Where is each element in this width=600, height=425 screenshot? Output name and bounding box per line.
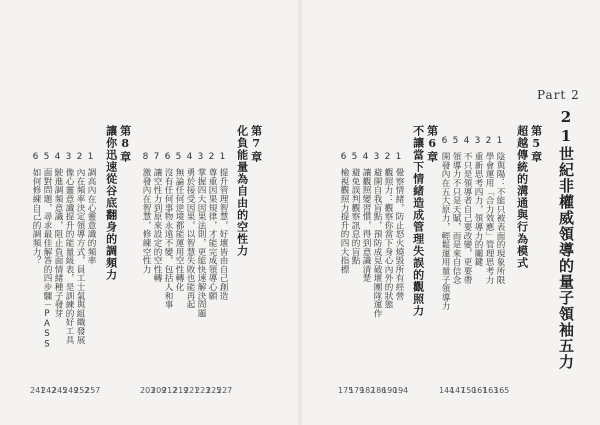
item-number: 6 xyxy=(441,136,448,146)
chapter-5-number: 第5章 xyxy=(529,125,543,163)
page-number: 245 xyxy=(52,386,68,395)
chapter-8-title: 讓你迅速從谷底翻身的調頻力 xyxy=(104,125,118,281)
item-number: 3 xyxy=(65,152,72,162)
toc-entry[interactable]: 檢視觀照力提升的四大指標 xyxy=(339,168,349,274)
item-number: 5 xyxy=(43,152,50,162)
toc-entry[interactable]: 提升管理智慧，好壞皆由自己創造 xyxy=(218,168,228,300)
item-number: 4 xyxy=(362,152,369,162)
item-number: 3 xyxy=(373,152,380,162)
chapter-7-number: 第7章 xyxy=(249,125,263,163)
item-number: 5 xyxy=(175,152,182,162)
page-number: 144 xyxy=(439,386,455,395)
item-number: 3 xyxy=(474,136,481,146)
page-number: 175 xyxy=(338,386,354,395)
toc-entry[interactable]: 領導力不只是天賦，而是來自信念 xyxy=(451,152,461,284)
toc-entry[interactable]: 掌握四大因果法則，更能快速解決問題 xyxy=(196,168,206,318)
page-number: 252 xyxy=(74,386,90,395)
toc-entry[interactable]: 讓空性力到原來設定的空性轉 xyxy=(152,168,162,283)
toc-entry[interactable]: 避開自我盲點，預防成見破壞團隊運作 xyxy=(372,168,382,318)
chapter-8-item-numbers xyxy=(30,152,96,162)
toc-entry[interactable]: 不只是領導者自己要改變，更要帶 xyxy=(462,152,472,284)
item-number: 8 xyxy=(142,152,149,162)
page-number: 223 xyxy=(195,386,211,395)
page-number: 165 xyxy=(494,386,510,395)
item-number: 7 xyxy=(153,152,160,162)
chapter-5-page-numbers xyxy=(439,386,510,395)
page-number: 219 xyxy=(173,386,189,395)
page-number: 249 xyxy=(63,386,79,395)
page-gutter xyxy=(297,0,303,425)
page-number: 241 xyxy=(30,386,46,395)
item-number: 2 xyxy=(384,152,391,162)
chapter-7-page-numbers xyxy=(140,386,233,395)
toc-entry[interactable]: 無論任何逆境都能運用空性轉化 xyxy=(174,168,184,292)
toc-entry[interactable]: 沒有任何事物永遠不變，包括人和事 xyxy=(163,168,173,309)
chapter-7-title: 化負能量為自由的空性力 xyxy=(235,125,249,257)
item-number: 4 xyxy=(186,152,193,162)
chapter-5-items xyxy=(439,152,505,310)
item-number: 5 xyxy=(452,136,459,146)
toc-entry[interactable]: 調高內在心靈意識的頻率 xyxy=(86,168,96,265)
page-number: 257 xyxy=(85,386,101,395)
item-number: 5 xyxy=(351,152,358,162)
chapter-8-page-numbers xyxy=(30,386,101,395)
item-number: 4 xyxy=(54,152,61,162)
item-number: 1 xyxy=(496,136,503,146)
item-number: 2 xyxy=(76,152,83,162)
page-number: 161 xyxy=(472,386,488,395)
page-number: 147 xyxy=(450,386,466,395)
page-number: 203 xyxy=(140,386,156,395)
page-number: 186 xyxy=(371,386,387,395)
item-number: 6 xyxy=(164,152,171,162)
page-number: 227 xyxy=(217,386,233,395)
toc-entry[interactable]: 激發內在智慧，修練空性力 xyxy=(141,168,151,274)
item-number: 1 xyxy=(219,152,226,162)
toc-entry[interactable]: 勇於接受因果，以智慧失敗也能再起 xyxy=(185,168,195,309)
item-number: 4 xyxy=(463,136,470,146)
toc-entry[interactable]: 陰與陽：不能只被表面的現象所限 xyxy=(495,152,505,284)
toc-entry[interactable]: 駛進調頻意識，阻止負面情緒種子發芽 xyxy=(53,168,63,318)
item-number: 2 xyxy=(485,136,492,146)
page-number: 225 xyxy=(206,386,222,395)
page-number: 209 xyxy=(151,386,167,395)
page-number: 182 xyxy=(360,386,376,395)
page-number: 212 xyxy=(162,386,178,395)
page-number: 190 xyxy=(382,386,398,395)
toc-entry[interactable]: 讓觀照變習慣，得到意識清楚 xyxy=(361,168,371,283)
chapter-6-title: 不讓當下情緒造成管理失誤的觀照力 xyxy=(411,125,425,317)
part-title: 21世紀非權威領導的量子領袖五力 xyxy=(557,108,575,370)
chapter-5-title: 超越傳統的溝通與行為模式 xyxy=(515,125,529,269)
item-number: 1 xyxy=(87,152,94,162)
toc-entry[interactable]: 開發內在五大原力，輕鬆運用量子領導力 xyxy=(440,152,450,311)
item-number: 2 xyxy=(208,152,215,162)
toc-entry[interactable]: 尊重因果規律，才能完成領導心願 xyxy=(207,168,217,300)
chapter-6-number: 第6章 xyxy=(425,125,439,163)
chapter-6-item-numbers xyxy=(338,152,404,162)
toc-entry[interactable]: 內在頻率決定領導方式，員工士氣與組織發展 xyxy=(75,168,85,344)
toc-entry[interactable]: 重新思考四力，領導力的關鍵 xyxy=(473,152,483,267)
toc-entry[interactable]: 如何修練自己的調頻力？ xyxy=(31,168,41,265)
item-number: 6 xyxy=(32,152,39,162)
chapter-7-item-numbers xyxy=(140,152,228,162)
page-number: 163 xyxy=(483,386,499,395)
toc-entry[interactable]: 覺察情緒，防止怒火燒毀所有經營 xyxy=(394,168,404,300)
toc-entry[interactable]: 避免誤判觀察訊息的盲點 xyxy=(350,168,360,265)
toc-entry[interactable]: 學會運用「合力效應」管理思考力 xyxy=(484,152,494,284)
toc-entry[interactable]: 觀照力：觀察你當下身心內外的狀態 xyxy=(383,168,393,309)
chapter-8-items xyxy=(30,168,96,350)
page-number: 179 xyxy=(349,386,365,395)
chapter-8-number: 第8章 xyxy=(118,125,132,163)
page-number: 242 xyxy=(41,386,57,395)
chapter-6-items xyxy=(338,168,404,318)
item-number: 6 xyxy=(340,152,347,162)
item-number: 1 xyxy=(395,152,402,162)
chapter-5-item-numbers xyxy=(439,136,505,146)
toc-entry[interactable]: 面對問題，尋求最佳解答的四步驟－PASS xyxy=(42,168,52,350)
chapter-6-page-numbers xyxy=(338,386,409,395)
page-number: 194 xyxy=(393,386,409,395)
chapter-7-items xyxy=(140,168,228,318)
part-label: Part 2 xyxy=(537,88,580,102)
page-number: 150 xyxy=(461,386,477,395)
page-number: 221 xyxy=(184,386,200,395)
item-number: 3 xyxy=(197,152,204,162)
toc-entry[interactable]: 像心靈意識提升的能量級表，是訓練的好工具 xyxy=(64,168,74,344)
